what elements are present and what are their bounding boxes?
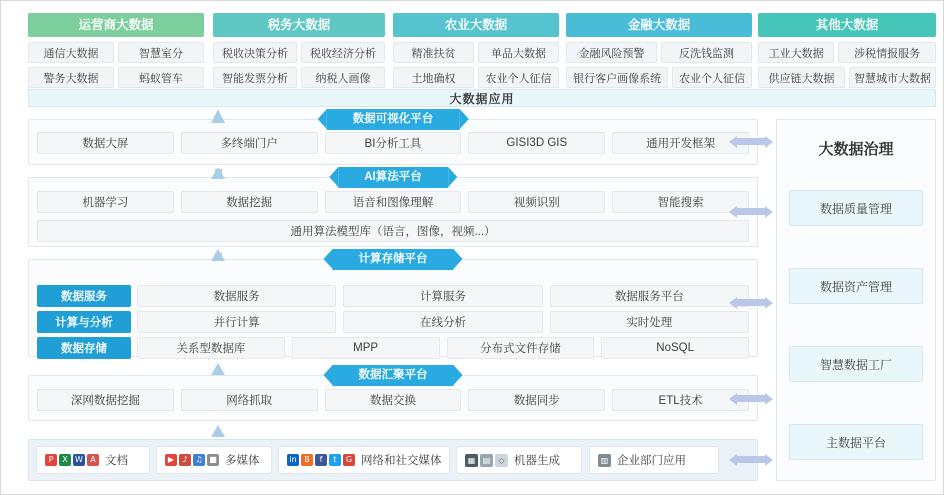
layer-cell[interactable]: 深网数据挖掘 — [37, 389, 174, 411]
layer-cell[interactable]: NoSQL — [601, 337, 749, 359]
arrow-link-aggregation-governance — [729, 392, 773, 405]
group-tax — [213, 13, 385, 88]
group-item[interactable]: 金融风险预警 — [566, 42, 657, 63]
arrow-left-head — [729, 206, 737, 218]
group-item[interactable]: 土地确权 — [393, 67, 474, 88]
layer-cell[interactable]: MPP — [292, 337, 440, 359]
layer-cell[interactable]: 通用开发框架 — [612, 132, 749, 154]
arrow-up-sources — [211, 425, 225, 437]
arrow-left-head — [729, 454, 737, 466]
group-item[interactable]: 智慧城市大数据 — [849, 67, 936, 88]
layer-cell[interactable]: 数据同步 — [468, 389, 605, 411]
arrow-left-head — [729, 136, 737, 148]
group-title: 金融大数据 — [566, 13, 752, 37]
arrow-right-head — [765, 393, 773, 405]
multimedia-icons — [165, 454, 219, 466]
arrow-left-head — [729, 393, 737, 405]
governance-title: 大数据治理 — [818, 141, 894, 158]
group-item[interactable]: 智慧室分 — [118, 42, 204, 63]
layer-cell[interactable]: 关系型数据库 — [137, 337, 285, 359]
arrow-stem — [737, 208, 765, 215]
group-items — [393, 42, 559, 88]
layer-cell[interactable]: 计算服务 — [343, 285, 542, 307]
visualization-cells — [37, 132, 749, 154]
group-item[interactable]: 智能发票分析 — [213, 67, 297, 88]
twitter-icon: t — [329, 454, 341, 466]
arrow-link-ai-governance — [729, 205, 773, 218]
layer-cell[interactable]: 数据服务 — [137, 285, 336, 307]
layer-title: 计算存储平台 — [333, 249, 454, 270]
group-items — [213, 42, 385, 88]
governance-item-asset[interactable]: 数据资产管理 — [789, 268, 923, 304]
audio-icon: ♫ — [193, 454, 205, 466]
group-items — [566, 42, 752, 88]
group-item[interactable]: 单品大数据 — [478, 42, 559, 63]
layer-title: 数据汇聚平台 — [333, 365, 454, 386]
group-item[interactable]: 蚂蚁管车 — [118, 67, 204, 88]
arrow-left-head — [729, 297, 737, 309]
layer-cell[interactable]: 分布式文件存储 — [447, 337, 595, 359]
aggregation-cells — [37, 389, 749, 411]
layer-cell[interactable]: BI分析工具 — [325, 132, 462, 154]
governance-panel — [776, 119, 936, 481]
label-data-service[interactable]: 数据服务 — [37, 285, 131, 307]
enterprise-icons — [598, 454, 611, 467]
source-label: 网络和社交媒体 — [361, 455, 442, 467]
arrow-right-head — [765, 206, 773, 218]
arrow-up-ai — [211, 167, 225, 179]
application-band — [28, 89, 936, 107]
music-icon: ♪ — [179, 454, 191, 466]
arrow-stem — [737, 456, 765, 463]
group-finance — [566, 13, 752, 88]
group-item[interactable]: 纳税人画像 — [301, 67, 385, 88]
arrow-stem — [737, 138, 765, 145]
excel-icon: X — [59, 454, 71, 466]
facebook-icon: f — [315, 454, 327, 466]
layer-cell[interactable]: 智能搜索 — [612, 191, 749, 213]
source-enterprise-apps[interactable] — [589, 446, 719, 474]
group-item[interactable]: 供应链大数据 — [758, 67, 845, 88]
label-data-storage[interactable]: 数据存储 — [37, 337, 131, 359]
log-icon: ▤ — [480, 454, 493, 467]
source-label: 文档 — [105, 455, 128, 467]
blogger-icon: B — [301, 454, 313, 466]
layer-title: 数据可视化平台 — [327, 109, 460, 130]
pdf-icon: P — [45, 454, 57, 466]
group-item[interactable]: 工业大数据 — [758, 42, 834, 63]
arrow-right-head — [765, 454, 773, 466]
sensor-icon: ◇ — [495, 454, 508, 467]
group-title: 运营商大数据 — [28, 13, 204, 37]
arrow-link-visualization-governance — [729, 135, 773, 148]
group-title: 税务大数据 — [213, 13, 385, 37]
group-title: 其他大数据 — [758, 13, 936, 37]
group-operator — [28, 13, 204, 88]
layer-cell[interactable]: ETL技术 — [612, 389, 749, 411]
layer-cell[interactable]: 语音和图像理解 — [325, 191, 462, 213]
group-items — [28, 42, 204, 88]
layer-cell[interactable]: 数据挖掘 — [181, 191, 318, 213]
group-item[interactable]: 农业个人征信 — [672, 67, 752, 88]
arrow-up-aggregation — [211, 363, 225, 375]
linkedin-icon: in — [287, 454, 299, 466]
layer-cell[interactable]: 在线分析 — [343, 311, 542, 333]
layer-cell[interactable]: 数据交换 — [325, 389, 462, 411]
group-item[interactable]: 税收决策分析 — [213, 42, 297, 63]
group-items — [758, 42, 936, 88]
google-plus-icon: G — [343, 454, 355, 466]
social-icons — [287, 454, 355, 466]
source-multimedia[interactable] — [156, 446, 272, 474]
group-agriculture — [393, 13, 559, 88]
group-item[interactable]: 涉税情报服务 — [838, 42, 936, 63]
group-item[interactable]: 农业个人征信 — [478, 67, 559, 88]
group-title: 农业大数据 — [393, 13, 559, 37]
arrow-stem — [737, 395, 765, 402]
layer-cell[interactable]: 多终端门户 — [181, 132, 318, 154]
arrow-link-compute-governance — [729, 296, 773, 309]
document-icons — [45, 454, 99, 466]
governance-item-quality[interactable]: 数据质量管理 — [789, 190, 923, 226]
layer-cell[interactable]: 实时处理 — [550, 311, 749, 333]
media-file-icon: ■ — [207, 454, 219, 466]
source-social[interactable] — [278, 446, 450, 474]
arrow-right-head — [765, 136, 773, 148]
ai-model-library[interactable]: 通用算法模型库（语言，图像，视频...） — [37, 220, 749, 242]
source-label: 企业部门应用 — [617, 455, 686, 467]
acrobat-icon: A — [87, 454, 99, 466]
arrow-right-head — [765, 297, 773, 309]
layer-cell[interactable]: 网络抓取 — [181, 389, 318, 411]
layer-cell[interactable]: 机器学习 — [37, 191, 174, 213]
group-item[interactable]: 银行客户画像系统 — [566, 67, 668, 88]
layer-cell[interactable]: 数据服务平台 — [550, 285, 749, 307]
source-label: 多媒体 — [225, 455, 260, 467]
layer-cell[interactable]: 视频识别 — [468, 191, 605, 213]
label-compute-analysis[interactable]: 计算与分析 — [37, 311, 131, 333]
compute-row-2 — [137, 311, 749, 333]
application-band-label: 大数据应用 — [449, 91, 515, 106]
group-item[interactable]: 反洗钱监测 — [661, 42, 752, 63]
layer-title: AI算法平台 — [338, 167, 448, 188]
arrow-stem — [737, 299, 765, 306]
group-item[interactable]: 税收经济分析 — [301, 42, 385, 63]
compute-row-3 — [137, 337, 749, 359]
layer-cell[interactable]: 数据大屏 — [37, 132, 174, 154]
ai-cells — [37, 191, 749, 213]
source-documents[interactable] — [36, 446, 150, 474]
group-item[interactable]: 通信大数据 — [28, 42, 114, 63]
governance-item-factory[interactable]: 智慧数据工厂 — [789, 346, 923, 382]
group-other — [758, 13, 936, 88]
word-icon: W — [73, 454, 85, 466]
server-icon: ▦ — [465, 454, 478, 467]
governance-item-master[interactable]: 主数据平台 — [789, 424, 923, 460]
database-icon: ▥ — [598, 454, 611, 467]
video-icon: ▶ — [165, 454, 177, 466]
layer-cell[interactable]: GISI3D GIS — [468, 132, 605, 154]
arrow-up-visualization — [211, 109, 225, 123]
source-label: 机器生成 — [514, 455, 560, 467]
source-machine-generated[interactable] — [456, 446, 582, 474]
arrow-up-compute — [211, 249, 225, 261]
arrow-link-sources-governance — [729, 453, 773, 466]
machine-icons — [465, 454, 508, 467]
compute-row-1 — [137, 285, 749, 307]
group-item[interactable]: 警务大数据 — [28, 67, 114, 88]
group-item[interactable]: 精准扶贫 — [393, 42, 474, 63]
layer-cell[interactable]: 并行计算 — [137, 311, 336, 333]
